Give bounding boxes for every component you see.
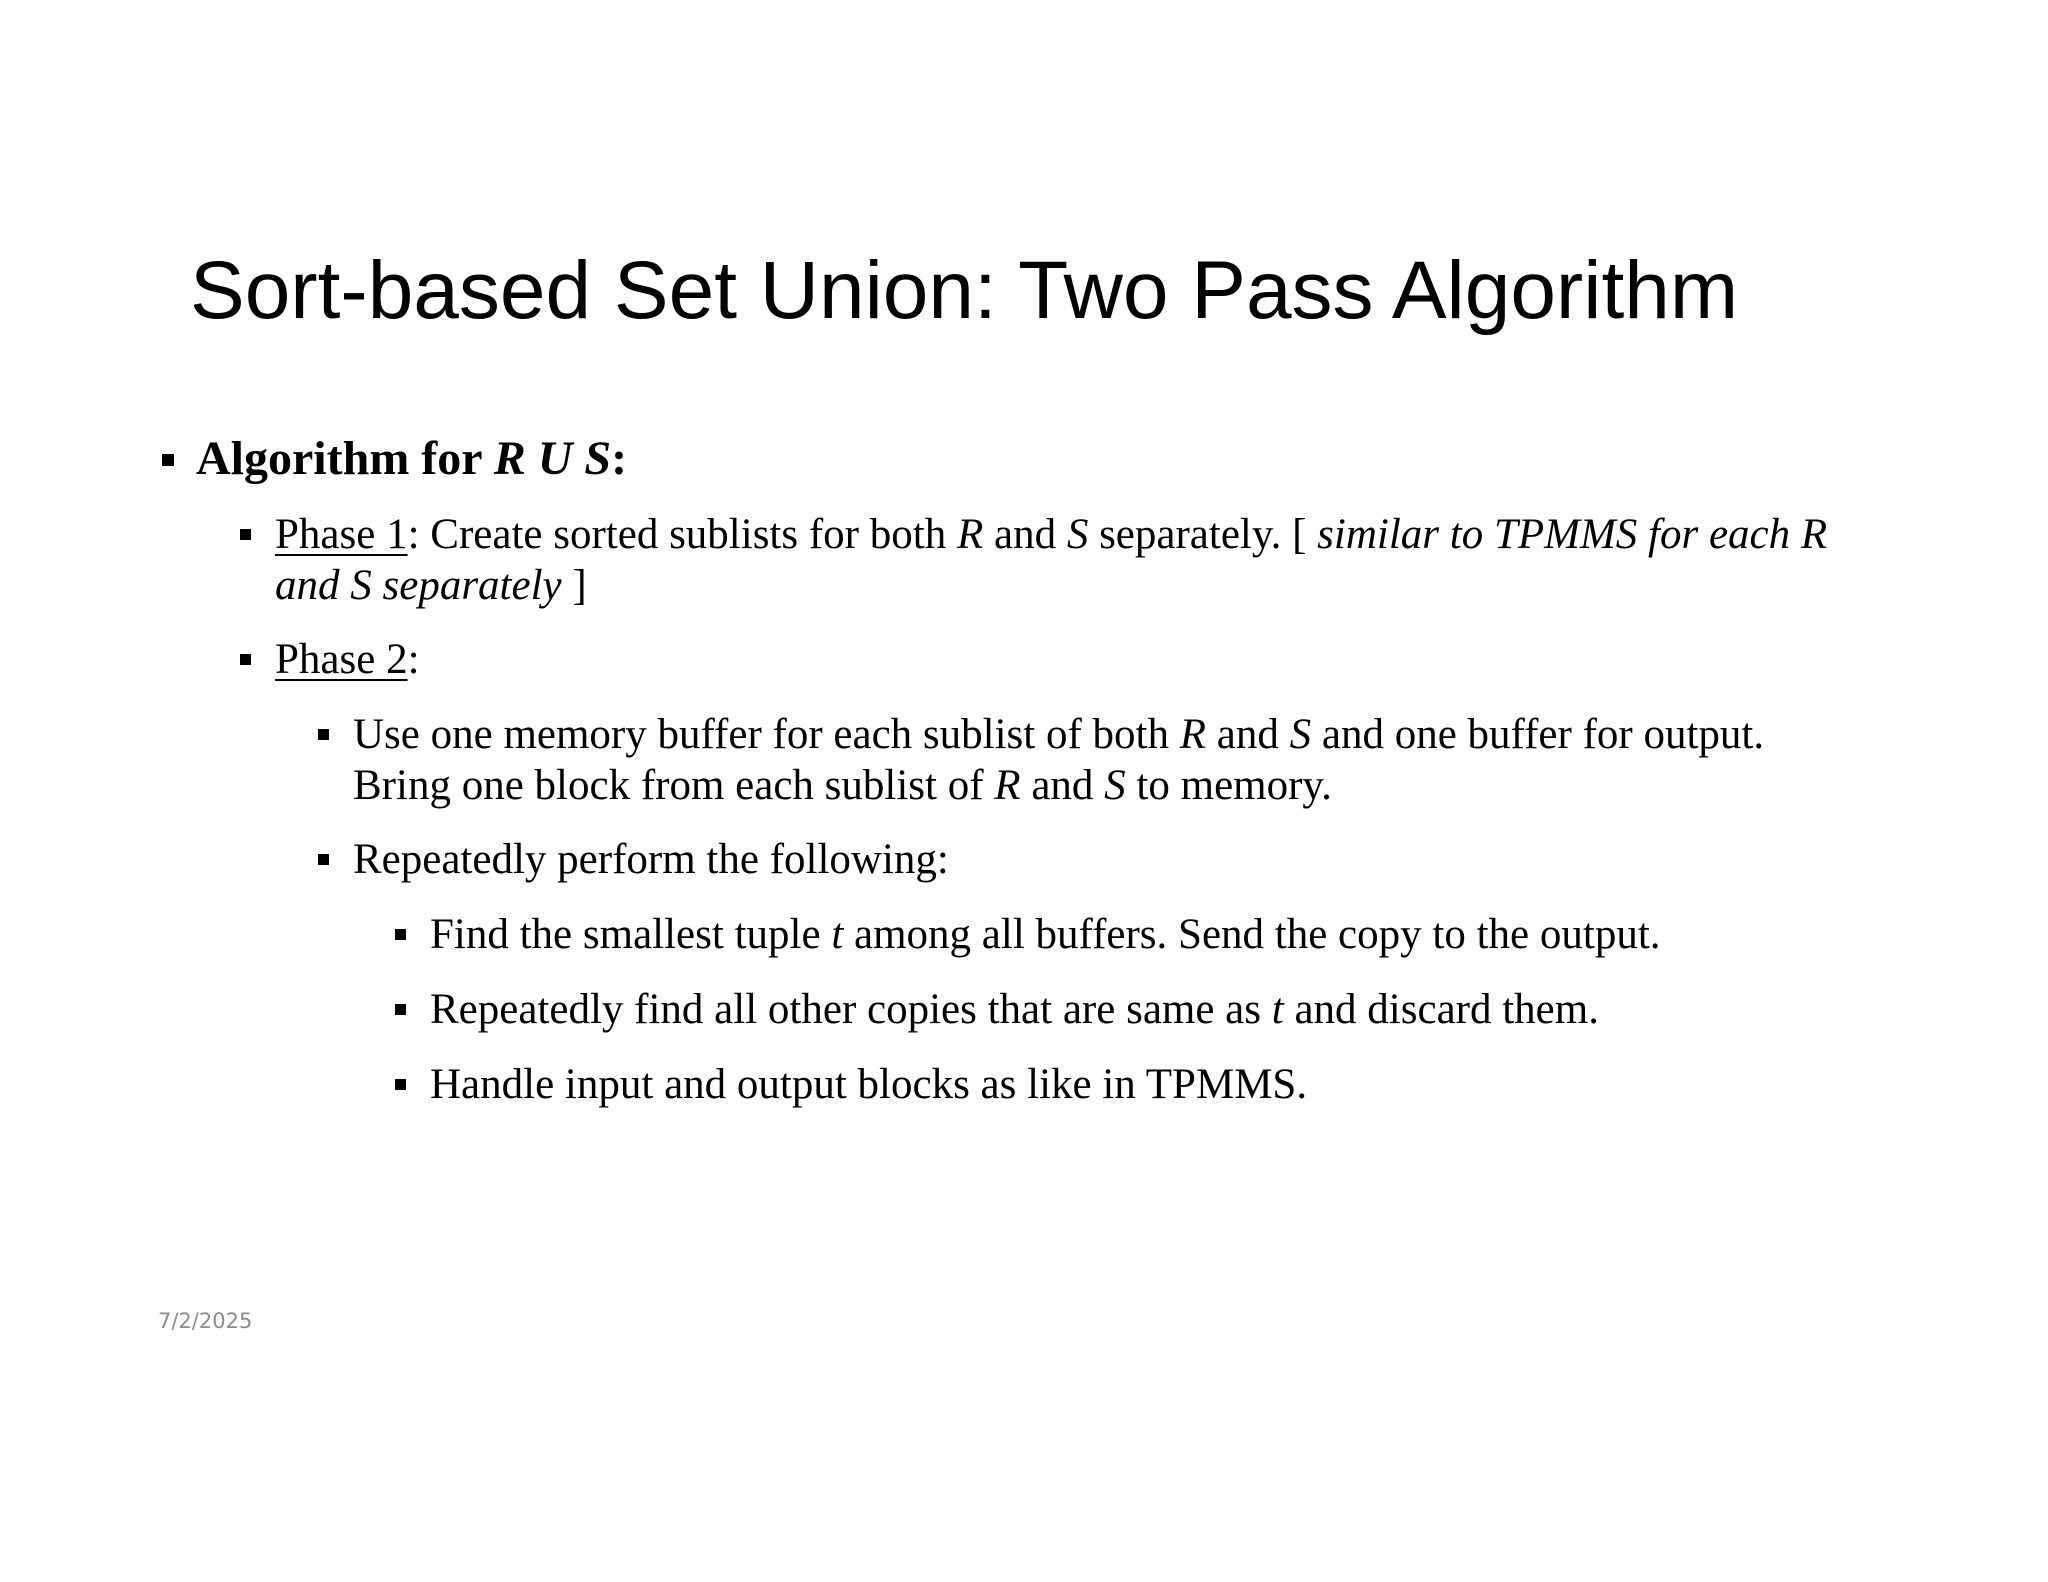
- bullet-repeat: [318, 834, 949, 885]
- find-smallest-before: Find the smallest tuple: [430, 911, 832, 958]
- algorithm-heading-text: [196, 432, 627, 486]
- phase-2-label: Phase 2: [275, 636, 408, 683]
- handle-blocks-text: Handle input and output blocks as like in TPMMS.: [430, 1061, 1308, 1108]
- buffers-text-2: and one buffer for output. Bring one block from each sublist of: [353, 711, 1765, 809]
- bullet-phase-1: [240, 509, 1860, 611]
- var-r: R: [1179, 711, 1207, 758]
- bullet-handle-blocks: [395, 1059, 1307, 1110]
- square-bullet-icon: [162, 454, 174, 466]
- phase-1-text: [275, 509, 1860, 611]
- close-bracket: ]: [561, 562, 587, 609]
- find-smallest-text: [430, 909, 1661, 960]
- buffers-text-3: to memory.: [1125, 762, 1332, 809]
- buffers-text-1: Use one memory buffer for each sublist of both: [353, 711, 1180, 758]
- square-bullet-icon: [318, 854, 329, 865]
- heading-expression: R U S: [493, 432, 612, 485]
- square-bullet-icon: [240, 654, 251, 665]
- bullet-algorithm-heading: [162, 432, 627, 486]
- square-bullet-icon: [395, 929, 406, 940]
- conjunction: and: [983, 511, 1067, 558]
- phase-1-separately: separately. [: [1088, 511, 1318, 558]
- square-bullet-icon: [395, 1004, 406, 1015]
- phase-2-colon: :: [407, 636, 420, 683]
- conjunction: and: [1206, 711, 1290, 758]
- discard-copies-text: [430, 984, 1599, 1035]
- heading-suffix: :: [611, 432, 628, 485]
- var-s: S: [1104, 762, 1126, 809]
- discard-after: and discard them.: [1283, 986, 1599, 1033]
- find-smallest-after: among all buffers. Send the copy to the output.: [843, 911, 1661, 958]
- slide-title: Sort-based Set Union: Two Pass Algorithm: [190, 245, 1739, 336]
- heading-prefix: Algorithm for: [196, 432, 494, 485]
- var-s: S: [1066, 511, 1089, 558]
- repeat-text: Repeatedly perform the following:: [353, 836, 949, 883]
- bullet-phase-2: [240, 634, 420, 685]
- var-r: R: [994, 762, 1021, 809]
- var-r: R: [956, 511, 984, 558]
- phase-1-description: : Create sorted sublists for both: [407, 511, 957, 558]
- var-t: t: [831, 911, 844, 958]
- bullet-memory-buffers: [318, 709, 1818, 811]
- square-bullet-icon: [395, 1079, 406, 1090]
- phase-2-text: [275, 634, 420, 685]
- slide-date: 7/2/2025: [158, 1309, 253, 1333]
- square-bullet-icon: [240, 529, 251, 540]
- phase-1-note: similar to TPMMS for each R and S separately: [275, 511, 1828, 609]
- var-t: t: [1271, 986, 1284, 1033]
- discard-before: Repeatedly find all other copies that are same as: [430, 986, 1272, 1033]
- phase-1-label: Phase 1: [275, 511, 408, 558]
- bullet-discard-copies: [395, 984, 1599, 1035]
- conjunction: and: [1020, 762, 1105, 809]
- bullet-find-smallest: [395, 909, 1661, 960]
- square-bullet-icon: [318, 729, 329, 740]
- memory-buffers-text: [353, 709, 1818, 811]
- var-s: S: [1289, 711, 1312, 758]
